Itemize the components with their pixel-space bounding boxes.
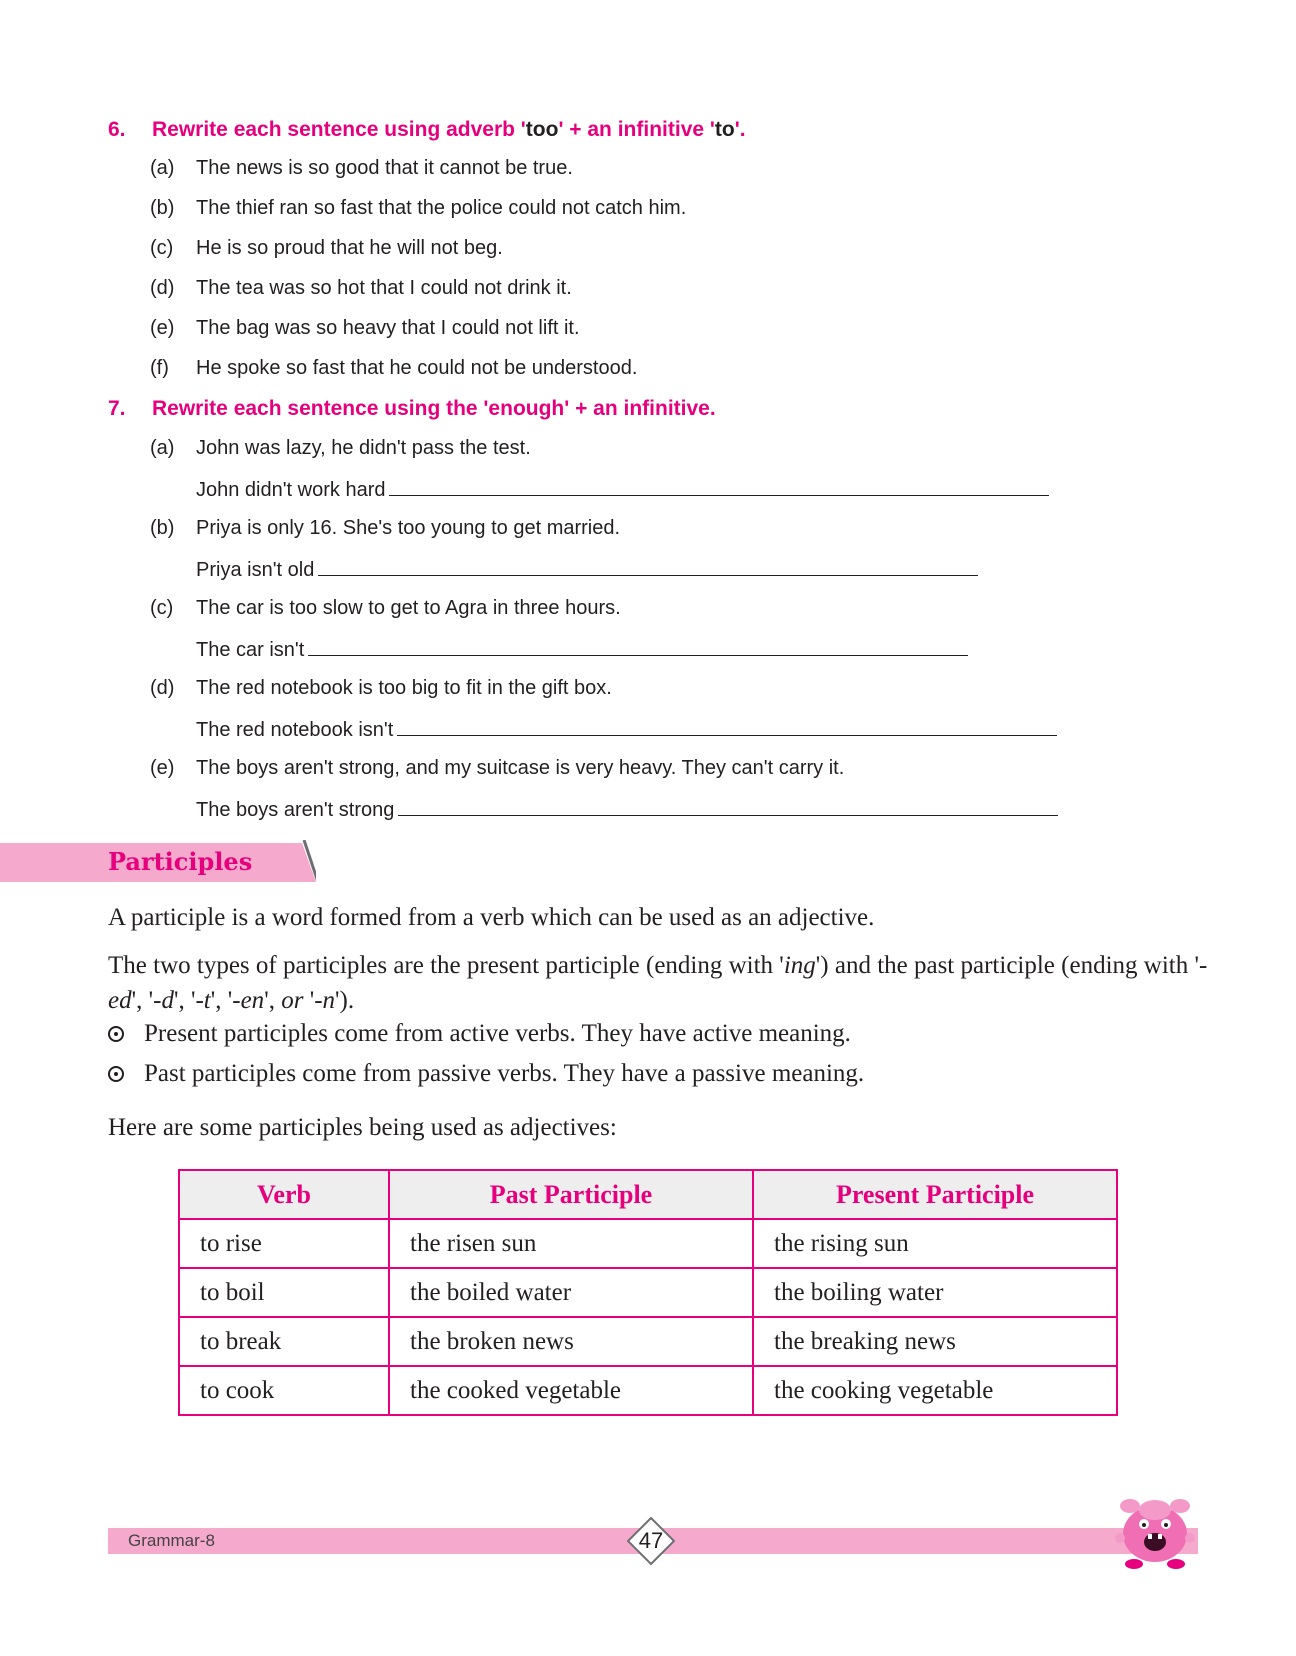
heading-keyword: too	[525, 118, 559, 141]
item-text: The tea was so hot that I could not drink it.	[196, 277, 572, 299]
exercise-6-item	[150, 197, 686, 220]
item-mark: (b)	[150, 197, 175, 219]
table-cell: to break	[179, 1317, 389, 1366]
item-text: The thief ran so fast that the police could not catch him.	[196, 197, 687, 219]
types-text: ', '	[210, 987, 233, 1014]
bullet-item	[108, 1060, 864, 1088]
item-text: The car is too slow to get to Agra in three hours.	[196, 597, 621, 619]
answer-prompt: Priya isn't old	[196, 559, 315, 581]
answer-line	[196, 637, 968, 662]
exercise-6-item	[150, 237, 503, 260]
types-paragraph	[108, 948, 1208, 1018]
types-text: ', '	[131, 987, 154, 1014]
table-row	[179, 1317, 1117, 1366]
table-cell: to cook	[179, 1366, 389, 1415]
answer-prompt: The red notebook isn't	[196, 719, 394, 741]
item-mark: (d)	[150, 277, 175, 299]
exercise-7-item	[150, 597, 621, 620]
heading-text: ' + an infinitive '	[558, 118, 715, 141]
table-cell: the breaking news	[753, 1317, 1117, 1366]
heading-text: '.	[734, 118, 746, 141]
exercise-7-item	[150, 677, 612, 700]
types-text: The two types of participles are the present participle (ending with '	[108, 952, 784, 979]
item-text: The red notebook is too big to fit in the gift box.	[196, 677, 612, 699]
table-row	[179, 1219, 1117, 1268]
item-mark: (d)	[150, 677, 175, 699]
table-header-row	[179, 1170, 1117, 1219]
item-mark: (e)	[150, 757, 175, 779]
table-cell: the rising sun	[753, 1219, 1117, 1268]
header-cell: Present Participle	[753, 1170, 1117, 1219]
suffix: or	[281, 987, 304, 1014]
answer-line	[196, 477, 1049, 502]
table-cell: to rise	[179, 1219, 389, 1268]
answer-line	[196, 797, 1058, 822]
item-text: He is so proud that he will not beg.	[196, 237, 503, 259]
types-text: '	[303, 987, 315, 1014]
types-text: ',	[264, 987, 282, 1014]
header-cell: Past Participle	[389, 1170, 753, 1219]
answer-line	[196, 557, 978, 582]
exercise-6-item	[150, 157, 573, 180]
table-cell: the cooked vegetable	[389, 1366, 753, 1415]
item-mark: (c)	[150, 237, 174, 259]
item-mark: (e)	[150, 317, 175, 339]
answer-blank[interactable]	[308, 637, 968, 656]
item-text: John was lazy, he didn't pass the test.	[196, 437, 531, 459]
item-text: He spoke so fast that he could not be understood.	[196, 357, 638, 379]
circle-bullet-icon	[108, 1026, 124, 1042]
answer-prompt: The boys aren't strong	[196, 799, 395, 821]
item-text: The bag was so heavy that I could not lift it.	[196, 317, 580, 339]
exercise-6-item	[150, 317, 580, 340]
monster-mascot-icon	[1112, 1490, 1198, 1572]
item-mark: (b)	[150, 517, 175, 539]
exercise-7-item	[150, 517, 620, 540]
book-title: Grammar-8	[128, 1531, 215, 1550]
bullet-text: Past participles come from passive verbs. They have a passive meaning.	[144, 1060, 865, 1087]
exercise-6-heading	[108, 118, 746, 142]
answer-blank[interactable]	[397, 717, 1057, 736]
item-mark: (f)	[150, 357, 169, 379]
item-text: The news is so good that it cannot be true.	[196, 157, 573, 179]
section-title: Participles	[108, 847, 253, 876]
exercise-number: 6.	[108, 118, 126, 141]
answer-line	[196, 717, 1057, 742]
table-cell: the cooking vegetable	[753, 1366, 1117, 1415]
header-cell: Verb	[179, 1170, 389, 1219]
circle-bullet-icon	[108, 1066, 124, 1082]
item-text: Priya is only 16. She's too young to get married.	[196, 517, 621, 539]
suffix: -n	[314, 987, 336, 1014]
answer-prompt: The car isn't	[196, 639, 305, 661]
participles-table	[178, 1169, 1118, 1416]
exercise-7-item	[150, 437, 531, 460]
table-row	[179, 1268, 1117, 1317]
heading-keyword: to	[714, 118, 735, 141]
answer-blank[interactable]	[389, 477, 1049, 496]
bullet-text: Present participles come from active verbs. They have active meaning.	[144, 1020, 851, 1047]
table-cell: the boiled water	[389, 1268, 753, 1317]
item-mark: (a)	[150, 437, 175, 459]
exercise-6-item	[150, 357, 637, 380]
answer-prompt: John didn't work hard	[196, 479, 386, 501]
exercise-7-heading	[108, 397, 716, 421]
suffix: ing	[783, 952, 816, 979]
definition-text: A participle is a word formed from a verb which can be used as an adjective.	[108, 904, 875, 931]
exercise-7-item	[150, 757, 844, 780]
table-row	[179, 1366, 1117, 1415]
heading-text: Rewrite each sentence using adverb '	[152, 118, 526, 141]
answer-blank[interactable]	[398, 797, 1058, 816]
answer-blank[interactable]	[318, 557, 978, 576]
table-cell: the risen sun	[389, 1219, 753, 1268]
suffix: -d	[153, 987, 174, 1014]
page-number: 47	[638, 1528, 664, 1553]
bullet-item	[108, 1020, 851, 1048]
types-text: ', '	[173, 987, 196, 1014]
heading-text: Rewrite each sentence using the 'enough' + an infinitive.	[152, 397, 716, 420]
table-cell: to boil	[179, 1268, 389, 1317]
suffix: -ed	[108, 952, 1208, 1014]
types-text: ').	[335, 987, 355, 1014]
table-cell: the broken news	[389, 1317, 753, 1366]
exercise-number: 7.	[108, 397, 126, 420]
suffix: -t	[195, 987, 211, 1014]
exercise-6-item	[150, 277, 572, 300]
table-cell: the boiling water	[753, 1268, 1117, 1317]
types-text: ') and the past participle (ending with '	[815, 952, 1199, 979]
suffix: -en	[232, 987, 265, 1014]
item-text: The boys aren't strong, and my suitcase is very heavy. They can't carry it.	[196, 757, 845, 779]
item-mark: (a)	[150, 157, 175, 179]
item-mark: (c)	[150, 597, 174, 619]
table-intro: Here are some participles being used as adjectives:	[108, 1114, 617, 1141]
